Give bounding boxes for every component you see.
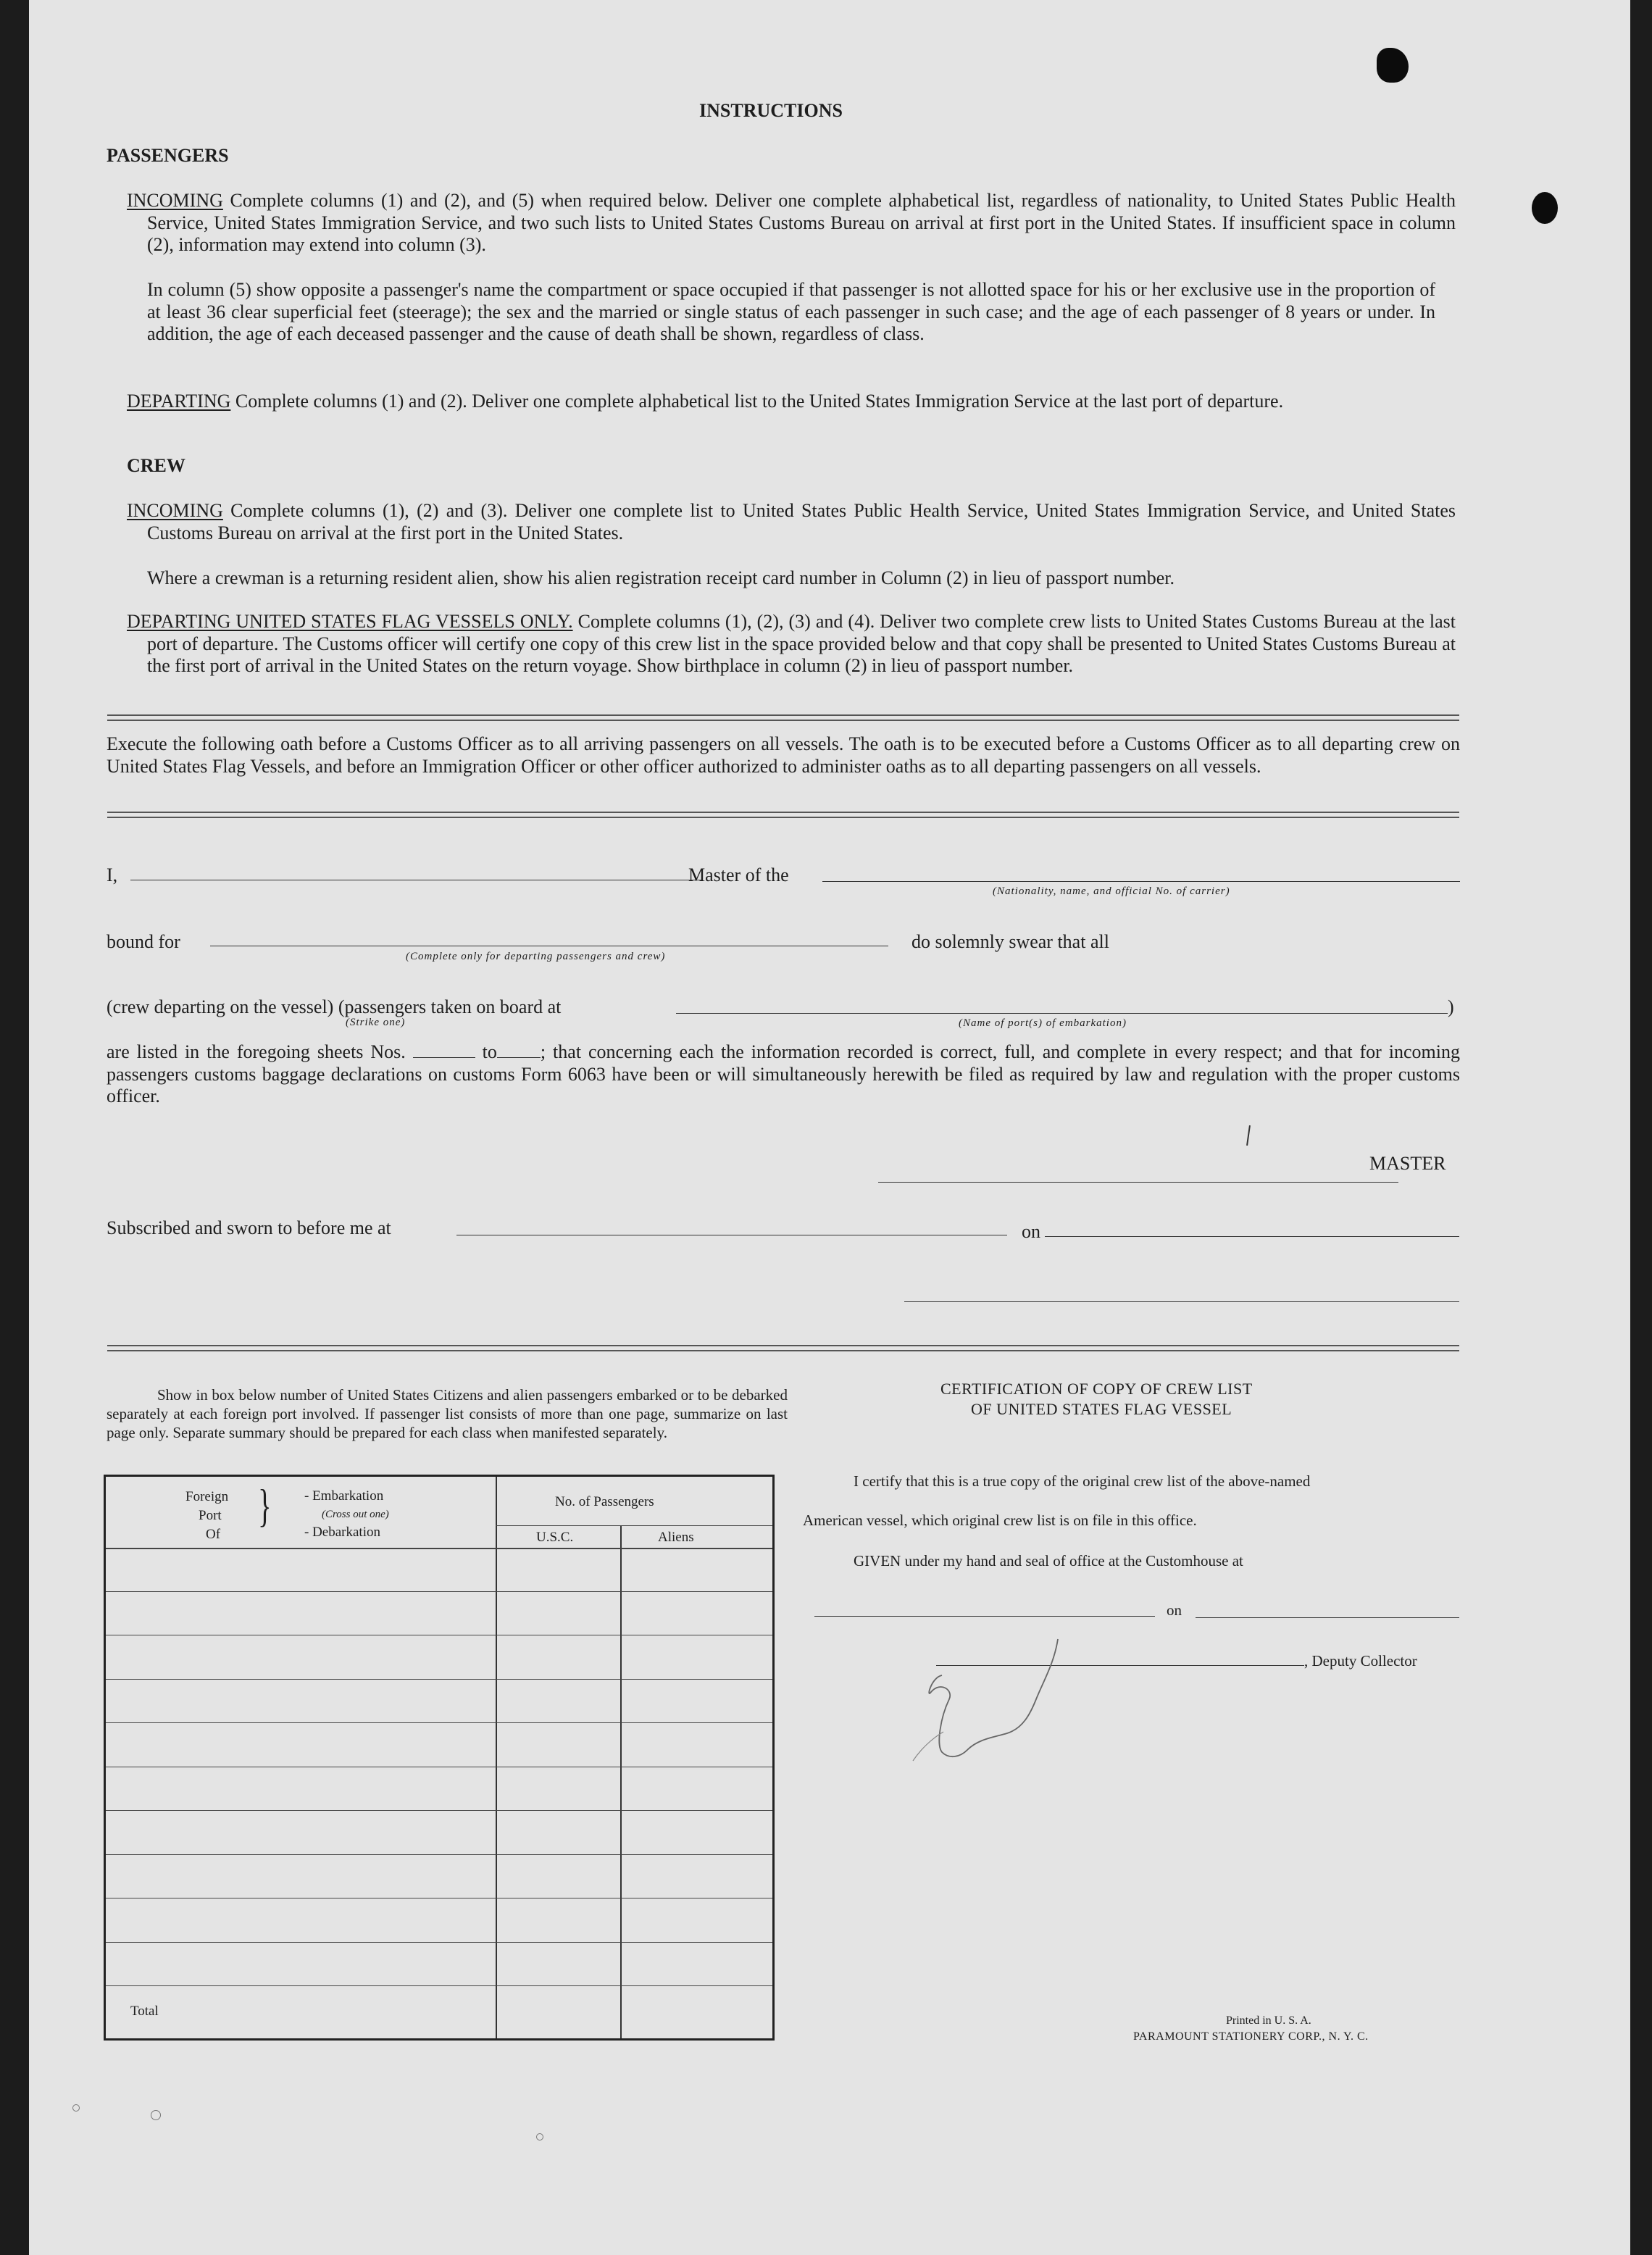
table-header-divider: [496, 1525, 772, 1526]
master-signature-field[interactable]: [878, 1182, 1398, 1183]
port-of-embarkation-field[interactable]: [676, 1013, 1448, 1014]
table-column-divider: [620, 1525, 622, 2038]
signature-scrawl: [898, 1630, 1087, 1768]
flag-vessel-instruction: DEPARTING UNITED STATES FLAG VESSELS ONLY. Complete columns (1), (2), (3) and (4). Deliver two complete crew lists to United States Customs Bureau at the last port of departure. The Customs officer will certify one copy of this crew list in the space provided below and that copy shall be presented to United States Customs Bureau at the first port of arrival in the United States on the return voyage. Show birthplace in column (2) in lieu of passport number.: [127, 611, 1456, 676]
strike-one-caption: (Strike one): [346, 1017, 406, 1028]
instructions-title: INSTRUCTIONS: [699, 100, 843, 121]
certify-line1: I certify that this is a true copy of the original crew list of the above-named: [854, 1472, 1311, 1490]
master-of-the-label: Master of the: [688, 864, 789, 885]
port-caption: (Name of port(s) of embarkation): [959, 1017, 1127, 1029]
table-header-divider: [106, 1548, 772, 1549]
section-divider: [107, 714, 1459, 721]
oath-i-label: I,: [107, 864, 118, 885]
deputy-collector-label: , Deputy Collector: [1304, 1652, 1417, 1670]
table-row: [106, 1722, 772, 1723]
carrier-caption: (Nationality, name, and official No. of carrier): [993, 885, 1230, 897]
subscribed-on-label: on: [1022, 1221, 1040, 1242]
dust-speck: [72, 2104, 80, 2112]
customhouse-field[interactable]: [814, 1616, 1155, 1617]
oath-introduction: Execute the following oath before a Customs Officer as to all arriving passengers on all vessels. The oath is to be executed before a Customs Officer as to all departing crew on United States Flag Vessels, and before an Immigration Officer or other officer authorized to administer oaths as to all departing passengers on all vessels.: [107, 733, 1460, 777]
close-paren: ): [1448, 996, 1454, 1017]
section-divider: [107, 1345, 1459, 1351]
certify-line2: American vessel, which original crew list is on file in this office.: [803, 1512, 1197, 1529]
table-row: [106, 1679, 772, 1680]
crew-incoming-instruction: INCOMING Complete columns (1), (2) and (3). Deliver one complete list to United States Public Health Service, United States Immigration Service, and United States Customs Bureau on arrival at the first port in the United States.: [127, 500, 1456, 543]
printer-name: PARAMOUNT STATIONERY CORP., N. Y. C.: [1133, 2030, 1369, 2043]
column5-instruction: In column (5) show opposite a passenger's name the compartment or space occupied if that passenger is not allotted space for his or her exclusive use in the proportion of at least 36 clear superficial feet (steerage); the sex and the married or single status of each passenger in such case; and the age of each passenger of 8 years or under. In addition, the age of each deceased passenger and the cause of death shall be shown, regardless of class.: [147, 279, 1435, 344]
certification-title-line2: OF UNITED STATES FLAG VESSEL: [971, 1400, 1232, 1418]
passenger-summary-table: [104, 1475, 775, 2041]
foreign-label: Foreign: [185, 1489, 229, 1504]
ink-blot: [1377, 48, 1409, 83]
certification-title-line1: CERTIFICATION OF COPY OF CREW LIST: [940, 1380, 1253, 1398]
crew-departing-text: (crew departing on the vessel) (passengers taken on board at: [107, 996, 562, 1017]
brace-icon: }: [258, 1480, 272, 1531]
certification-date-field[interactable]: [1196, 1617, 1459, 1618]
summary-note: Show in box below number of United States Citizens and alien passengers embarked or to be debarked separately at each foreign port involved. If passenger list consists of more than one page, summarize on last page only. Separate summary should be prepared for each class when manifested separately.: [107, 1386, 788, 1441]
cross-out-note: (Cross out one): [322, 1509, 389, 1520]
crew-heading: CREW: [127, 455, 185, 476]
flag-vessel-label: DEPARTING UNITED STATES FLAG VESSELS ONLY.: [127, 611, 573, 632]
table-column-divider: [496, 1477, 497, 2038]
debarkation-option: - Debarkation: [304, 1525, 380, 1540]
punch-hole: [1532, 192, 1558, 224]
certification-on-label: on: [1167, 1601, 1182, 1619]
table-row: [106, 1591, 772, 1592]
embarkation-option: - Embarkation: [304, 1488, 384, 1504]
aliens-header: Aliens: [658, 1530, 694, 1545]
listed-statement: are listed in the foregoing sheets Nos. to ; that concerning each the information recorded is correct, full, and complete in every respect; and that for incoming passengers customs baggage declarations on customs Form 6063 have been or will simultaneously herewith be filed as required by law and regulation with the proper customs officer.: [107, 1041, 1461, 1106]
usc-header: U.S.C.: [536, 1530, 574, 1545]
sheet-to-field[interactable]: [497, 1043, 541, 1058]
solemnly-swear-text: do solemnly swear that all: [911, 931, 1109, 952]
table-row: [106, 1985, 772, 1986]
dust-speck: [536, 2133, 543, 2141]
table-row: [106, 1942, 772, 1943]
bound-for-caption: (Complete only for departing passengers and crew): [406, 951, 666, 962]
subscribed-label: Subscribed and sworn to before me at: [107, 1217, 391, 1238]
port-label: Port: [199, 1508, 222, 1523]
sheet-from-field[interactable]: [413, 1043, 475, 1058]
dust-speck: [151, 2110, 161, 2120]
pen-mark: [1246, 1125, 1251, 1146]
table-row: [106, 1810, 772, 1811]
master-label: MASTER: [1369, 1153, 1446, 1174]
given-line: GIVEN under my hand and seal of office at the Customhouse at: [854, 1552, 1243, 1570]
printed-in-usa: Printed in U. S. A.: [1226, 2014, 1311, 2027]
crew-incoming-label: INCOMING: [127, 500, 223, 521]
officer-signature-field[interactable]: [904, 1301, 1459, 1302]
no-of-passengers-header: No. of Passengers: [555, 1494, 654, 1509]
bound-for-label: bound for: [107, 931, 180, 952]
of-label: Of: [206, 1527, 221, 1542]
passengers-incoming-instruction: INCOMING Complete columns (1) and (2), and (5) when required below. Deliver one complete alphabetical list, regardless of nationality, to United States Public Health Service, United States Immigration Service, and two such lists to United States Customs Bureau on arrival at first port in the United States. If insufficient space in column (2), information may extend into column (3).: [127, 190, 1456, 255]
passengers-heading: PASSENGERS: [107, 145, 229, 166]
total-label: Total: [130, 2004, 159, 2019]
departing-label: DEPARTING: [127, 391, 231, 412]
document-page: [29, 0, 1630, 2255]
incoming-label: INCOMING: [127, 190, 223, 211]
passengers-departing-instruction: DEPARTING Complete columns (1) and (2). Deliver one complete alphabetical list to the United States Immigration Service at the last port of departure.: [127, 391, 1284, 412]
section-divider: [107, 812, 1459, 818]
crewman-instruction: Where a crewman is a returning resident alien, show his alien registration receipt card number in Column (2) in lieu of passport number.: [147, 567, 1175, 588]
subscribed-date-field[interactable]: [1045, 1236, 1459, 1237]
table-row: [106, 1854, 772, 1855]
carrier-field[interactable]: [822, 881, 1460, 882]
